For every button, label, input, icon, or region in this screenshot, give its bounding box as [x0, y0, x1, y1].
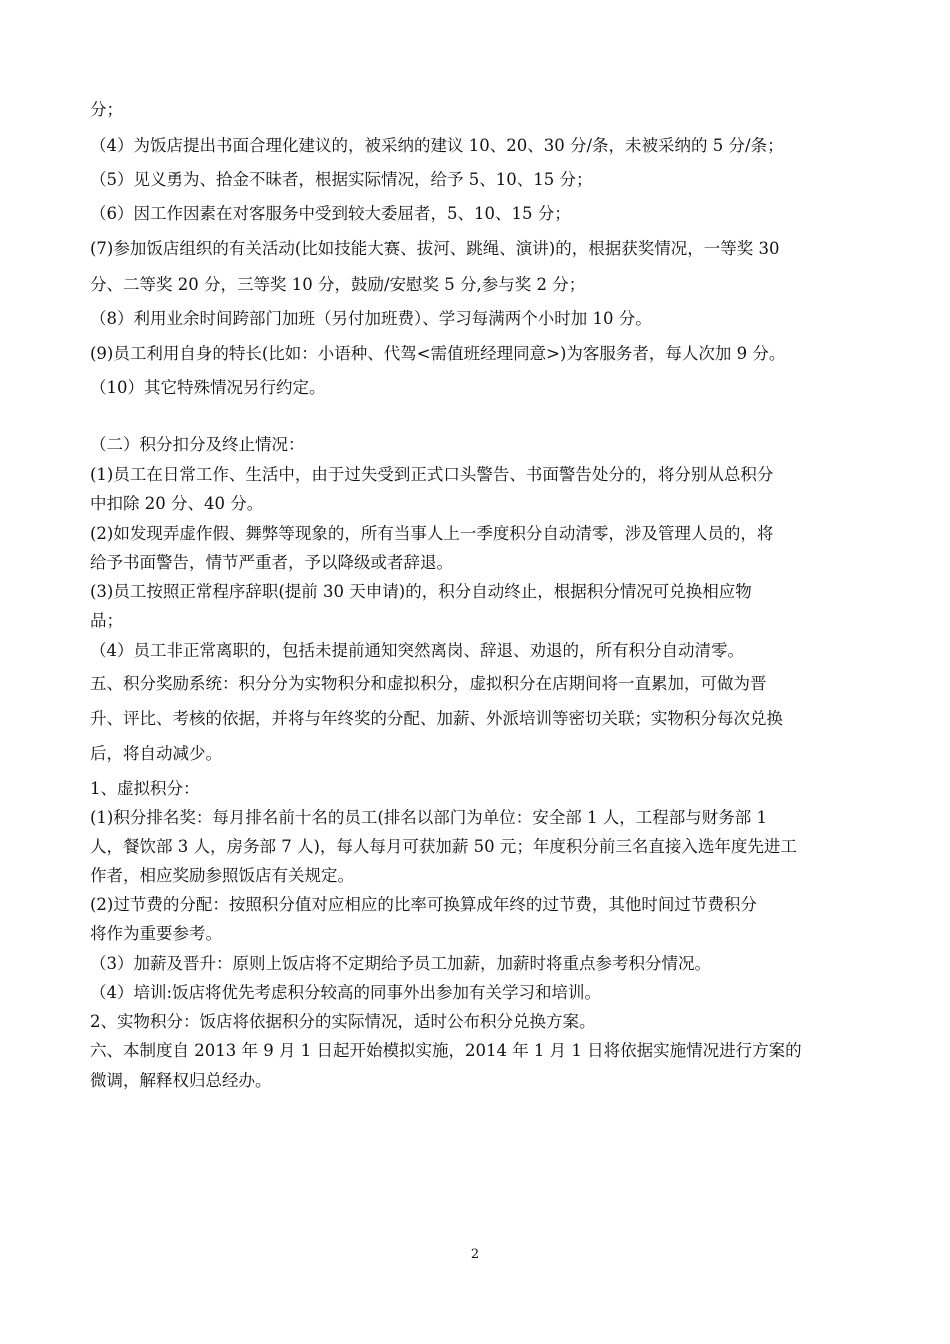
text-line: (2)过节费的分配：按照积分值对应相应的比率可换算成年终的过节费，其他时间过节费积分 — [90, 895, 757, 914]
text-line: 分； — [90, 100, 123, 119]
text-line: 将作为重要参考。 — [90, 924, 222, 943]
text-line: （4）为饭店提出书面合理化建议的，被采纳的建议 10、20、30 分/条，未被采纳的 5 分/条； — [90, 136, 784, 155]
section-heading: 六、本制度自 2013 年 9 月 1 日起开始模拟实施，2014 年 1 月 1 日将依据实施情况进行方案的 — [90, 1041, 802, 1060]
text-line: 2、实物积分：饭店将依据积分的实际情况，适时公布积分兑换方案。 — [90, 1012, 596, 1031]
text-line: （3）加薪及晋升：原则上饭店将不定期给予员工加薪，加薪时将重点参考积分情况。 — [90, 954, 711, 973]
text-line: （8）利用业余时间跨部门加班（另付加班费）、学习每满两个小时加 10 分。 — [90, 309, 652, 328]
page-number: 2 — [470, 1247, 480, 1262]
text-line: (3)员工按照正常程序辞职(提前 30 天申请)的，积分自动终止，根据积分情况可兑换相应物 — [90, 582, 752, 601]
text-line: (1)积分排名奖：每月排名前十名的员工(排名以部门为单位：安全部 1 人，工程部与财务部 1 — [90, 808, 768, 827]
text-line: 给予书面警告，情节严重者，予以降级或者辞退。 — [90, 553, 453, 572]
text-line: (7)参加饭店组织的有关活动(比如技能大赛、拔河、跳绳、演讲)的，根据获奖情况，一等奖 30 — [90, 239, 780, 258]
text-line: 作者，相应奖励参照饭店有关规定。 — [90, 866, 354, 885]
section-heading: （二）积分扣分及终止情况： — [90, 435, 305, 454]
text-line: 后，将自动减少。 — [90, 744, 222, 763]
text-line: 人，餐饮部 3 人，房务部 7 人)，每人每月可获加薪 50 元；年度积分前三名直接入选年度先进工 — [90, 837, 797, 856]
text-line: (1)员工在日常工作、生活中，由于过失受到正式口头警告、书面警告处分的，将分别从总积分 — [90, 465, 774, 484]
text-line: 分、二等奖 20 分，三等奖 10 分，鼓励/安慰奖 5 分,参与奖 2 分； — [90, 275, 586, 294]
section-heading: 五、积分奖励系统：积分分为实物积分和虚拟积分，虚拟积分在店期间将一直累加，可做为晋 — [90, 674, 767, 693]
text-line: （4）培训:饭店将优先考虑积分较高的同事外出参加有关学习和培训。 — [90, 983, 602, 1002]
text-line: （10）其它特殊情况另行约定。 — [90, 378, 326, 397]
text-line: 微调，解释权归总经办。 — [90, 1071, 272, 1090]
text-line: (9)员工利用自身的特长(比如：小语种、代驾<需值班经理同意>)为客服务者，每人次加 9 分。 — [90, 344, 786, 363]
text-line: （4）员工非正常离职的，包括未提前通知突然离岗、辞退、劝退的，所有积分自动清零。 — [90, 641, 744, 660]
text-line: 中扣除 20 分、40 分。 — [90, 494, 264, 513]
text-line: 品； — [90, 611, 123, 630]
text-line: （5）见义勇为、拾金不昧者，根据实际情况，给予 5、10、15 分； — [90, 170, 593, 189]
text-line: 1、虚拟积分： — [90, 779, 200, 798]
text-line: (2)如发现弄虚作假、舞弊等现象的，所有当事人上一季度积分自动清零，涉及管理人员的，将 — [90, 524, 774, 543]
text-line: （6）因工作因素在对客服务中受到较大委屈者，5、10、15 分； — [90, 204, 571, 223]
text-line: 升、评比、考核的依据，并将与年终奖的分配、加薪、外派培训等密切关联；实物积分每次兑换 — [90, 709, 783, 728]
